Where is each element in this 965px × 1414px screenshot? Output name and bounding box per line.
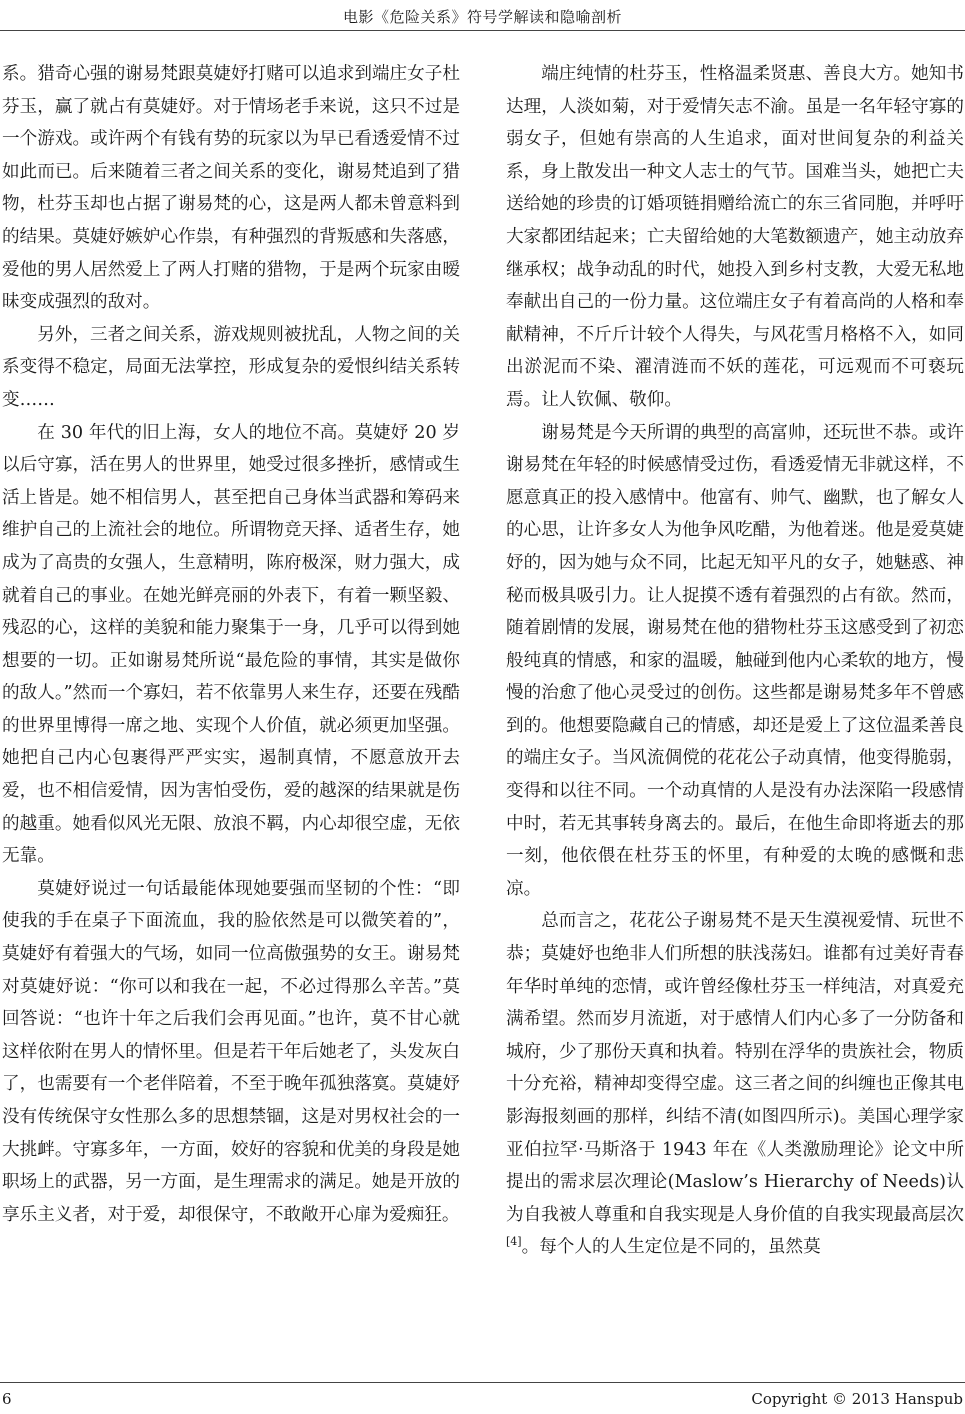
footer-divider [0, 1382, 965, 1383]
paragraph: 谢易梵是今天所谓的典型的高富帅，还玩世不恭。或许谢易梵在年轻的时候感情受过伤，看透爱情无非就这样，不愿意真正的投入感情中。他富有、帅气、幽默，也了解女人的心思，让许多女人为他争风吃醋，为他着迷。他是爱莫婕妤的，因为她与众不同，比起无知平凡的女子，她魅惑、神秘而极具吸引力。让人捉摸不透有着强烈的占有欲。然而，随着剧情的发展，谢易梵在他的猎物杜芬玉这感受到了初恋般纯真的情感，和家的温暖，触碰到他内心柔软的地方，慢慢的治愈了他心灵受过的创伤。这些都是谢易梵多年不曾感到的。他想要隐藏自己的情感，却还是爱上了这位温柔善良的端庄女子。当风流倜傥的花花公子动真情，他变得脆弱，变得和以往不同。一个动真情的人是没有办法深陷一段感情中时，若无其事转身离去的。最后，在他生命即将逝去的那一刻，他依偎在杜芬玉的怀里，有种爱的太晚的感慨和悲凉。 [506, 422, 964, 899]
citation-reference[interactable]: [4] [506, 1235, 522, 1249]
left-column [2, 58, 460, 1231]
header-divider [0, 30, 965, 31]
paragraph-with-citation [506, 905, 964, 1264]
paragraph-text: 总而言之，花花公子谢易梵不是天生漠视爱情、玩世不恭；莫婕妤也绝非人们所想的肤浅荡妇。谁都有过美好青春年华时单纯的恋情，或许曾经像杜芬玉一样纯洁，对真爱充满希望。然而岁月流逝，对于感情人们内心多了一分防备和城府，少了那份天真和执着。特别在浮华的贵族社会，物质十分充裕，精神却变得空虚。这三者之间的纠缠也正像其电影海报刻画的那样，纠结不清(如图四所示)。美国心理学家亚伯拉罕·马斯洛于 1943 年在《人类激励理论》论文中所提出的需求层次理论(Maslow’s Hierarchy of Needs)认为自我被人尊重和自我实现是人身价值的自我实现最高层次 [506, 911, 964, 1225]
paragraph: 另外，三者之间关系，游戏规则被扰乱，人物之间的关系变得不稳定，局面无法掌控，形成复杂的爱恨纠结关系转变…… [2, 324, 460, 410]
copyright-notice: Copyright © 2013 Hanspub [751, 1390, 963, 1408]
paragraph: 莫婕妤说过一句话最能体现她要强而坚韧的个性：“即使我的手在桌子下面流血，我的脸依然是可以微笑着的”，莫婕妤有着强大的气场，如同一位高傲强势的女王。谢易梵对莫婕妤说：“你可以和我在一起，不必过得那么辛苦。”莫回答说：“也许十年之后我们会再见面。”也许，莫不甘心就这样依附在男人的情怀里。但是若干年后她老了，头发灰白了，也需要有一个老伴陪着，不至于晚年孤独落寞。莫婕妤没有传统保守女性那么多的思想禁锢，这是对男权社会的一大挑衅。守寡多年，一方面，姣好的容貌和优美的身段是她职场上的武器，另一方面，是生理需求的满足。她是开放的享乐主义者，对于爱，却很保守，不敢敞开心扉为爱痴狂。 [2, 878, 460, 1225]
running-header: 电影《危险关系》符号学解读和隐喻剖析 [342, 8, 622, 26]
paragraph: 系。猎奇心强的谢易梵跟莫婕妤打赌可以追求到端庄女子杜芬玉，赢了就占有莫婕妤。对于情场老手来说，这只不过是一个游戏。或许两个有钱有势的玩家以为早已看透爱情不过如此而已。后来随着三者之间关系的变化，谢易梵追到了猎物，杜芬玉却也占据了谢易梵的心，这是两人都未曾意料到的结果。莫婕妤嫉妒心作祟，有种强烈的背叛感和失落感，爱他的男人居然爱上了两人打赌的猎物，于是两个玩家由暧昧变成强烈的敌对。 [2, 64, 460, 313]
paragraph: 端庄纯情的杜芬玉，性格温柔贤惠、善良大方。她知书达理，人淡如菊，对于爱情矢志不渝。虽是一名年轻守寡的弱女子，但她有崇高的人生追求，面对世间复杂的利益关系，身上散发出一种文人志士的气节。国难当头，她把亡夫送给她的珍贵的订婚项链捐赠给流亡的东三省同胞，并呼吁大家都团结起来；亡夫留给她的大笔数额遗产，她主动放弃继承权；战争动乱的时代，她投入到乡村支教，大爱无私地奉献出自己的一份力量。这位端庄女子有着高尚的人格和奉献精神，不斤斤计较个人得失，与风花雪月格格不入，如同出淤泥而不染、濯清涟而不妖的莲花，可远观而不可亵玩焉。让人钦佩、敬仰。 [506, 64, 964, 410]
page-number: 6 [2, 1390, 12, 1408]
right-column [506, 58, 964, 1264]
paragraph: 在 30 年代的旧上海，女人的地位不高。莫婕妤 20 岁以后守寡，活在男人的世界里，她受过很多挫折，感情或生活上皆是。她不相信男人，甚至把自己身体当武器和筹码来维护自己的上流社会的地位。所谓物竞天择、适者生存，她成为了高贵的女强人，生意精明，陈府极深，财力强大，成就着自己的事业。在她光鲜亮丽的外表下，有着一颗坚毅、残忍的心，这样的美貌和能力聚集于一身，几乎可以得到她想要的一切。正如谢易梵所说“最危险的事情，其实是做你的敌人。”然而一个寡妇，若不依靠男人来生存，还要在残酷的世界里博得一席之地、实现个人价值，就必须更加坚强。她把自己内心包裹得严严实实，遏制真情，不愿意放开去爱，也不相信爱情，因为害怕受伤，爱的越深的结果就是伤的越重。她看似风光无限、放浪不羁，内心却很空虚，无依无靠。 [2, 422, 460, 867]
paragraph-continuation: 。每个人的人生定位是不同的，虽然莫 [521, 1237, 821, 1258]
